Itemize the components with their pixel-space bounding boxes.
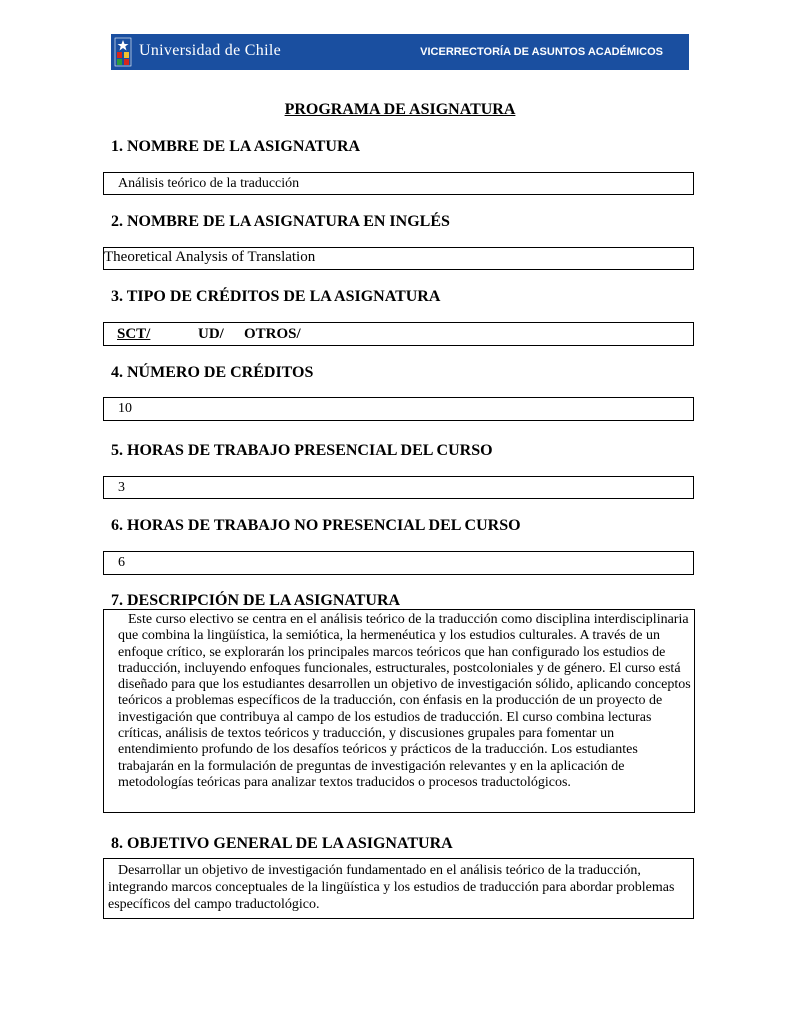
credit-type-otros: OTROS/: [244, 326, 301, 342]
section-heading-8: 8. OBJETIVO GENERAL DE LA ASIGNATURA: [111, 835, 453, 852]
course-description-text: Este curso electivo se centra en el análisis teórico de la traducción como disciplina interdisciplinaria que combina la lingüística, la semiótica, la hermenéutica y los estudios culturales. A través de un enfoque crítico, se explorarán los principales marcos teóricos que han configurado los estudios de traducción, incluyendo enfoques funcionales, estructurales, postcoloniales y de género. El curso está diseñado para que los estudiantes desarrollen un objetivo de investigación sólido, aplicando conceptos teóricos a problemas específicos de la traducción, con énfasis en la producción de un proyecto de investigación que contribuya al campo de los estudios de traducción. El curso combina lecturas críticas, análisis de textos teóricos y traducción, y discusiones grupales para fomentar un entendimiento profundo de los desafíos teóricos y prácticos de la traducción. Los estudiantes trabajarán en la formulación de preguntas de investigación relevantes y en la aplicación de metodologías teóricas para analizar textos traducidos o procesos traductológicos.: [118, 612, 691, 790]
header-banner: [111, 34, 689, 70]
section-heading-1: 1. NOMBRE DE LA ASIGNATURA: [111, 138, 361, 155]
credit-type-sct: SCT/: [117, 326, 151, 342]
course-name-english-field: [103, 247, 694, 270]
university-name: Universidad de Chile: [139, 42, 281, 59]
credits-number-value: 10: [118, 401, 132, 416]
general-objective-field: [103, 858, 694, 919]
section-heading-7: 7. DESCRIPCIÓN DE LA ASIGNATURA: [111, 592, 401, 609]
course-name-english-value: Theoretical Analysis of Translation: [104, 249, 316, 265]
credit-type-field: [103, 322, 694, 346]
course-description-field: [103, 609, 695, 813]
section-heading-6: 6. HORAS DE TRABAJO NO PRESENCIAL DEL CURSO: [111, 517, 521, 534]
general-objective-text: Desarrollar un objetivo de investigación fundamentado en el análisis teórico de la traducción, integrando marcos conceptuales de la lingüística y los estudios de traducción para abordar problemas específicos del campo traductológico.: [108, 863, 675, 912]
course-name-value: Análisis teórico de la traducción: [118, 176, 300, 191]
section-heading-5: 5. HORAS DE TRABAJO PRESENCIAL DEL CURSO: [111, 442, 493, 459]
non-presential-hours-value: 6: [118, 555, 125, 570]
section-heading-3: 3. TIPO DE CRÉDITOS DE LA ASIGNATURA: [111, 288, 441, 305]
credit-type-ud: UD/: [198, 326, 224, 342]
office-name: VICERRECTORÍA DE ASUNTOS ACADÉMICOS: [420, 46, 663, 58]
credits-number-field: [103, 397, 694, 421]
page-title: PROGRAMA DE ASIGNATURA: [284, 101, 516, 118]
section-heading-4: 4. NÚMERO DE CRÉDITOS: [111, 364, 314, 381]
presential-hours-value: 3: [118, 480, 125, 495]
non-presential-hours-field: [103, 551, 694, 575]
presential-hours-field: [103, 476, 694, 499]
university-crest-icon: [114, 37, 132, 67]
section-heading-2: 2. NOMBRE DE LA ASIGNATURA EN INGLÉS: [111, 213, 450, 230]
course-name-field: [103, 172, 694, 195]
